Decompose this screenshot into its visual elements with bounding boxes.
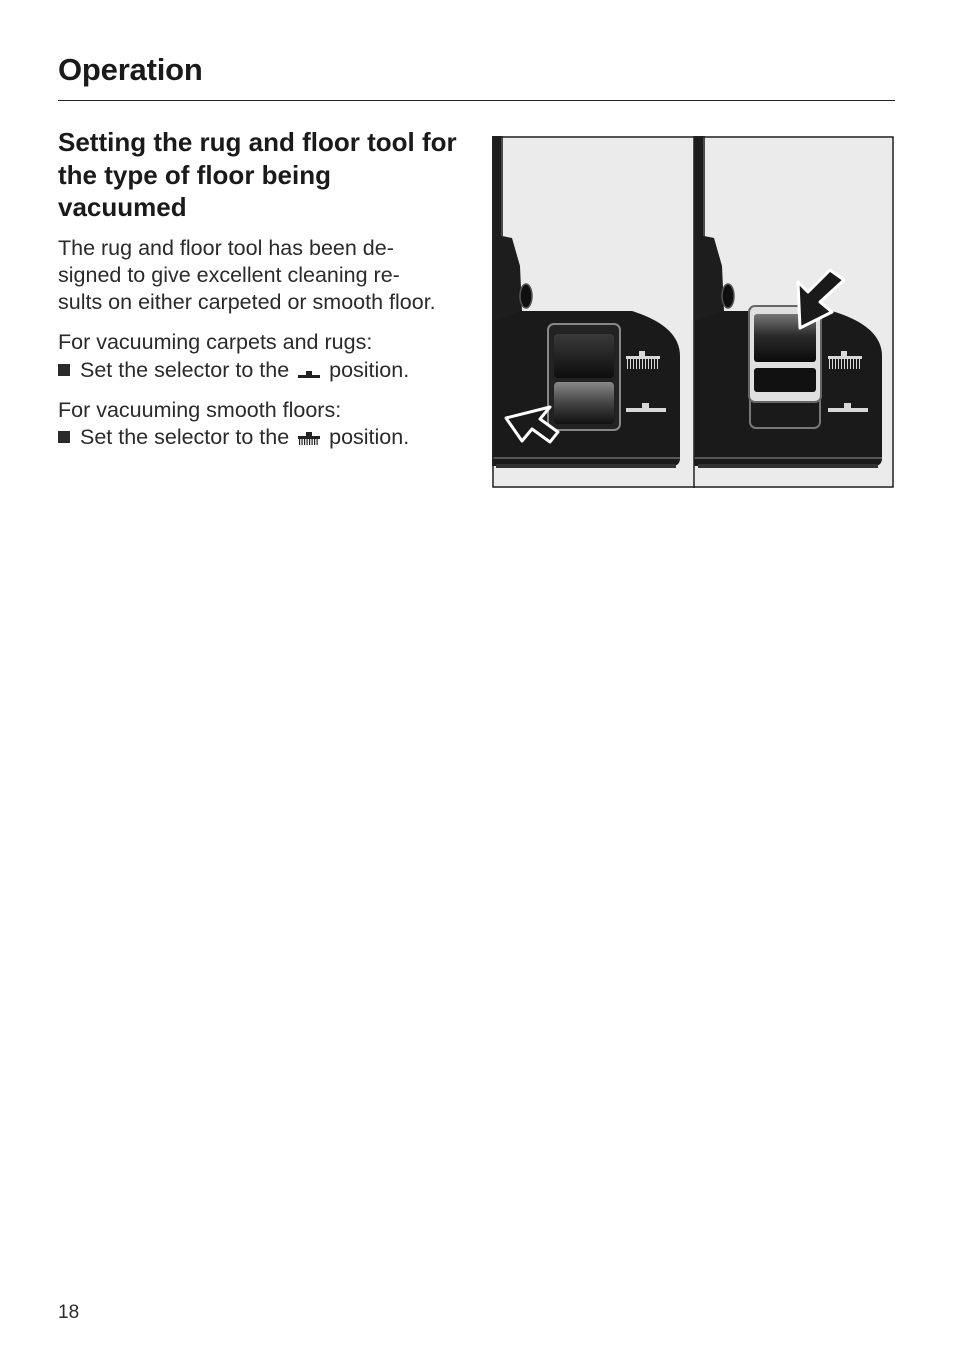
page-number: 18 — [58, 1302, 80, 1323]
smooth-floors-step — [58, 424, 409, 453]
rug-floor-tool-illustration — [492, 136, 894, 488]
header-rule — [58, 100, 895, 101]
illustration-panel-lower — [492, 136, 694, 488]
intro-paragraph: The rug and floor tool has been de- signed to give excellent cleaning re- sults on either carpeted or smooth floor. — [58, 236, 436, 314]
bullet-square-icon — [58, 431, 70, 443]
smooth-floors-label: For vacuuming smooth floors: — [58, 398, 342, 422]
smooth-floor-position-icon — [298, 359, 320, 386]
brush-position-icon — [298, 426, 320, 453]
subheading: Setting the rug and floor tool for the type of floor being vacuumed — [58, 127, 457, 222]
carpets-step-text: Set the selector to the — [80, 358, 296, 382]
smooth-floors-step-text: Set the selector to the — [80, 425, 296, 449]
illustration-panel-upper — [694, 136, 894, 488]
bullet-square-icon — [58, 364, 70, 376]
carpets-step-suffix: position. — [323, 358, 410, 382]
smooth-floors-step-suffix: position. — [323, 425, 410, 449]
carpets-label: For vacuuming carpets and rugs: — [58, 330, 373, 354]
section-title: Operation — [58, 52, 203, 87]
carpets-step — [58, 357, 409, 386]
